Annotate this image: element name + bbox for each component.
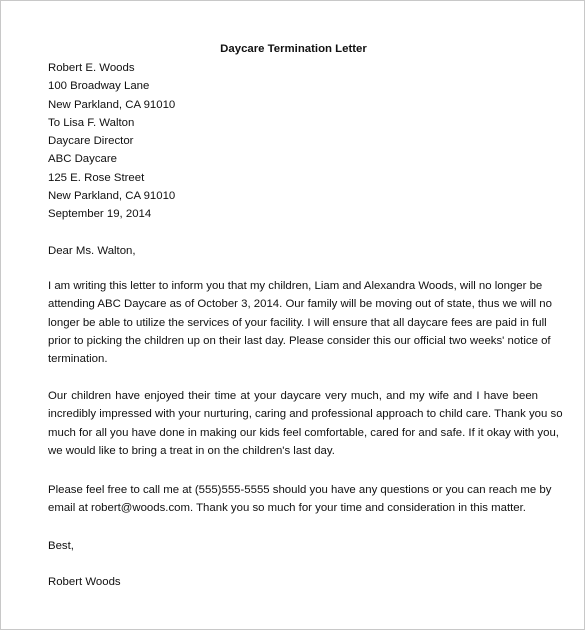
paragraph-line: much for all you have done in making our kids feel comfortable, cared for and safe. If it okay with you, [48,426,559,439]
recipient-title: Daycare Director [48,135,134,148]
paragraph-line: termination. [48,353,108,366]
paragraph-2 [48,387,563,460]
paragraph-line: attending ABC Daycare as of October 3, 2014. Our family will be moving out of state, thus we will no [48,298,552,311]
recipient-name: To Lisa F. Walton [48,116,135,129]
paragraph-line: we would like to bring a treat in on the children's last day. [48,444,335,457]
paragraph-3 [48,481,552,518]
paragraph-line: longer be able to utilize the services of your facility. I will ensure that all daycare fees are paid in full [48,316,547,329]
paragraph-line: prior to picking the children up on their last day. Please consider this our official two weeks' notice of [48,334,551,347]
recipient-street: 125 E. Rose Street [48,171,145,184]
salutation: Dear Ms. Walton, [48,245,136,257]
recipient-city: New Parkland, CA 91010 [48,190,176,203]
paragraph-line: Please feel free to call me at (555)555-5555 should you have any questions or you can reach me by [48,484,552,496]
address-block [48,59,175,224]
paragraph-line: I am writing this letter to inform you that my children, Liam and Alexandra Woods, will no longer be [48,280,543,292]
closing: Best, [48,540,74,552]
sender-name: Robert E. Woods [48,62,135,74]
letter-title: Daycare Termination Letter [220,43,367,55]
signature-name: Robert Woods [48,576,121,588]
paragraph-line: incredibly impressed with your nurturing, caring and professional approach to child care. Thank you so [48,408,563,421]
paragraph-line: email at robert@woods.com. Thank you so much for your time and consideration in this matter. [48,502,526,515]
paragraph-1 [48,277,552,368]
recipient-organization: ABC Daycare [48,153,118,166]
paragraph-line: Our children have enjoyed their time at your daycare very much, and my wife and I have been [48,390,538,402]
letter-date: September 19, 2014 [48,208,152,221]
sender-city: New Parkland, CA 91010 [48,98,176,111]
sender-street: 100 Broadway Lane [48,80,150,93]
